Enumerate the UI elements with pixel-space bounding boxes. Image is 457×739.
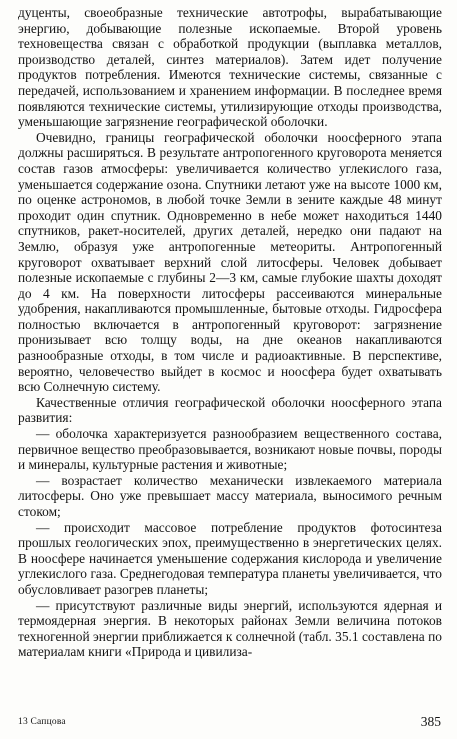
list-item-2: — возрастает количество механически извлекаемого материала литосферы. Оно уже превышает массу материала, выносимого речным стоком; xyxy=(18,472,442,519)
paragraph-1: дуценты, своеобразные технические автотрофы, вырабатывающие энергию, добывающие полезные ископаемые. Второй уровень техновещества связан с обработкой продукции (выплавка металлов, производство деталей, синтез материалов). Затем идет получение продуктов потребления. Имеются технические системы, связанные с передачей, использованием и хранением информации. В последнее время появляются технические системы, утилизирующие отходы производства, уменьшающие загрязнение географической оболочки. xyxy=(18,5,442,130)
list-item-3: — происходит массовое потребление продуктов фотосинтеза прошлых геологических эпох, преимущественно в энергетических целях. В ноосфере начинается уменьшение содержания кислорода и увеличение углекислого газа. Среднегодовая температура планеты увеличивается, что обусловливает разогрев планеты; xyxy=(18,519,442,597)
body-text xyxy=(18,5,442,660)
page-footer xyxy=(18,714,441,730)
list-item-4: — присутствуют различные виды энергий, используются ядерная и термоядерная энергия. В некоторых районах Земли величина потоков техногенной энергии приближается к солнечной (табл. 35.1 составлена по материалам книги «Природа и цивилиза- xyxy=(18,597,442,660)
paragraph-2: Очевидно, границы географической оболочки ноосферного этапа должны расширяться. В результате антропогенного круговорота меняется состав газов атмосферы: увеличивается количество углекислого газа, уменьшается содержание озона. Спутники летают уже на высоте 1000 км, по оценке астрономов, в любой точке Земли в зените каждые 48 минут проходит один спутник. Одновременно в небе может находиться 1440 спутников, ракет-носителей, других деталей, нередко они падают на Землю, образуя уже антропогенные метеориты. Антропогенный круговорот охватывает верхний слой литосферы. Человек добывает полезные ископаемые с глубины 2—3 км, самые глубокие шахты доходят до 4 км. На поверхности литосферы рассеиваются минеральные удобрения, накапливаются промышленные, бытовые отходы. Гидросфера полностью включается в антропогенный круговорот: загрязнение пронизывает всю толщу воды, на дне океанов накапливаются разнообразные отходы, в том числе и радиоактивные. В перспективе, вероятно, человечество выйдет в космос и ноосфера будет охватывать всю Солнечную систему. xyxy=(18,129,442,395)
printer-signature: 13 Сапцова xyxy=(18,717,66,727)
page-number: 385 xyxy=(420,714,441,729)
paragraph-3: Качественные отличия географической оболочки ноосферного этапа развития: xyxy=(18,394,442,426)
list-item-1: — оболочка характеризуется разнообразием вещественного состава, первичное вещество преобразовывается, возникают новые почвы, породы и минералы, культурные растения и животные; xyxy=(18,426,442,473)
